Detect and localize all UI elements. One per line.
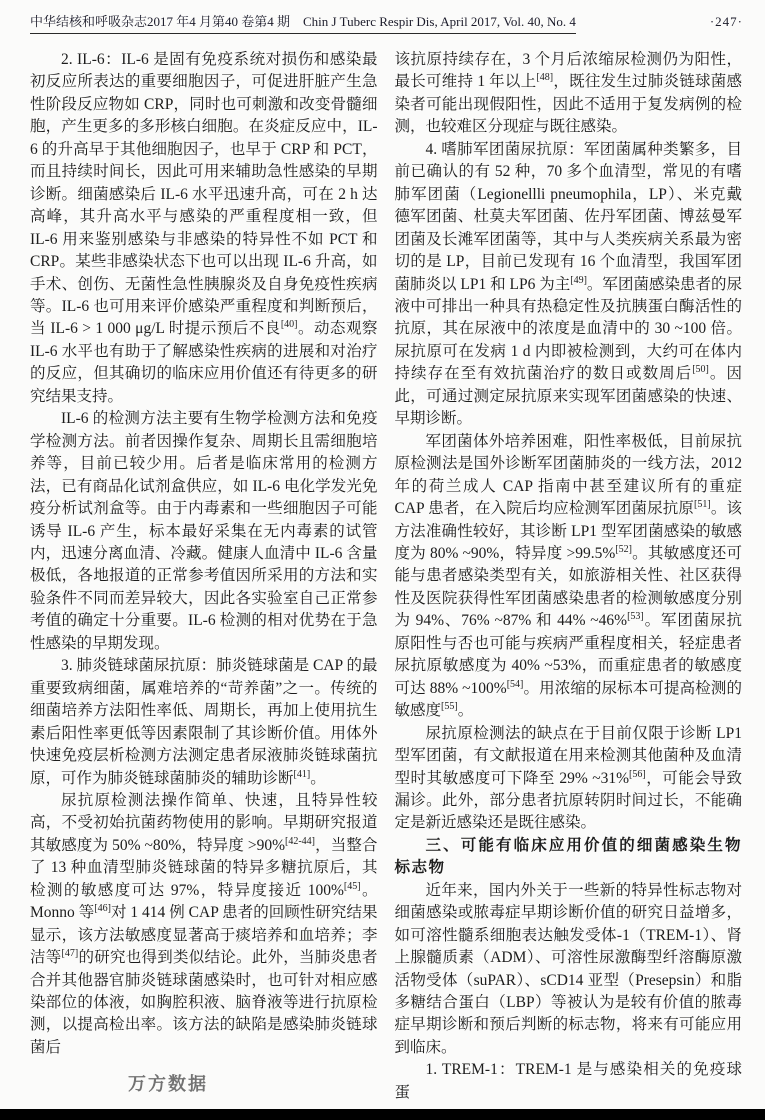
section-heading: 三、可能有临床应用价值的细菌感染生物标志物 [394,836,742,877]
article-body [0,34,765,1104]
body-paragraph: 近年来，国内外关于一些新的特异性标志物对细菌感染或脓毒症早期诊断价值的研究日益增多，如可溶性髓系细胞表达触发受体-1（TREM-1）、肾上腺髓质素（ADM）、可溶性尿激酶型纤溶酶原激活物受体（suPAR）、sCD14 亚型（Presepsin）和脂多糖结合蛋白（LBP）等被认为是较有价值的脓毒症早期诊断和预后判断的标志物，将来有可能应用到临床。 [394,881,742,1056]
body-paragraph: 尿抗原检测法的缺点在于目前仅限于诊断 LP1 型军团菌，有文献报道在用来检测其他菌种及血清型时其敏感度可下降至 29% ~31%[56]，可能会导致漏诊。此外，部分患者抗原转阴时间过长，不能确定是新近感染还是既往感染。 [394,724,742,832]
wanfang-watermark: 万方数据 [128,1074,208,1094]
page-header [0,0,765,34]
body-paragraph: 军团菌体外培养困难，阳性率极低，目前尿抗原检测法是国外诊断军团菌肺炎的一线方法，2012 年的荷兰成人 CAP 指南中甚至建议所有的重症 CAP 患者，在入院后均应检测军团菌尿抗原[51]。该方法准确性较好，其诊断 LP1 型军团菌感染的敏感度为 80% ~90%，特异度 >99.5%[52]。其敏感度还可能与患者感染类型有关，如旅游相关性、社区获得性及医院获得性军团菌感染患者的检测敏感度分别为 94%、76% ~87% 和 44% ~46%[53]。军团菌尿抗原阳性与否也可能与疾病严重程度相关，轻症患者尿抗原敏感度为 40% ~53%，而重症患者的敏感度可达 88% ~100%[54]。用浓缩的尿标本可提高检测的敏感度[55]。 [394,432,742,720]
body-paragraph: IL-6 的检测方法主要有生物学检测方法和免疫学检测方法。前者因操作复杂、周期长且需细胞培养等，目前已较少用。后者是临床常用的检测方法，已有商品化试剂盒供应，如 IL-6 电化学发光免疫分析试剂盒等。由于内毒素和一些细胞因子可能诱导 IL-6 产生，标本最好采集在无内毒素的试管内，迅速分离血清、冷藏。健康人血清中 IL-6 含量极低，各地报道的正常参考值因所采用的方法和实验条件不同而差异较大，因此各实验室自己正常参考值的确定十分重要。IL-6 检测的相对优势在于急性感染的早期发现。 [30,410,378,652]
body-paragraph: 1. TREM-1：TREM-1 是与感染相关的免疫球蛋 [394,1061,742,1101]
left-column [30,49,378,1104]
body-paragraph: 2. IL-6：IL-6 是固有免疫系统对损伤和感染最初反应所表达的重要细胞因子，可促进肝脏产生急性阶段反应物如 CRP，同时也可刺激和改变骨髓细胞，产生更多的多形核白细胞。在炎症反应中，IL-6 的升高早于其他细胞因子，也早于 CRP 和 PCT，而且持续时间长，因此可用来辅助急性感染的早期诊断。细菌感染后 IL-6 水平迅速升高，可在 2 h 达高峰，其升高水平与感染的严重程度相一致，但 IL-6 用来鉴别感染与非感染的特异性不如 PCT 和 CRP。某些非感染状态下也可以出现 IL-6 升高，如手术、创伤、无菌性急性胰腺炎及自身免疫性疾病等。IL-6 也可用来评价感染严重程度和判断预后，当 IL-6 > 1 000 μg/L 时提示预后不良[40]。动态观察 IL-6 水平也有助于了解感染性疾病的进展和对治疗的反应，但其确切的临床应用价值还有待更多的研究结果支持。 [30,51,378,405]
journal-title-line: 中华结核和呼吸杂志2017 年4 月第40 卷第4 期 Chin J Tuberc Respir Dis, April 2017, Vol. 40, No. 4 [30,11,576,34]
body-paragraph: 尿抗原检测法操作简单、快速，且特异性较高，不受初始抗菌药物使用的影响。早期研究报道其敏感度为 50% ~80%，特异度 >90%[42-44]，当整合了 13 种血清型肺炎链球菌的特异多糖抗原后，其检测的敏感度可达 97%，特异度接近 100%[45]。Monno 等[46]对 1 414 例 CAP 患者的回顾性研究结果显示，该方法敏感度显著高于痰培养和血培养；李洁等[47]的研究也得到类似结论。此外，当肺炎患者合并其他器官肺炎链球菌感染时，也可针对相应感染部位的体液，如胸腔积液、脑脊液等进行抗原检测，以提高检出率。该方法的缺陷是感染肺炎链球菌后 [30,791,378,1056]
right-column [395,49,743,1104]
body-paragraph: 3. 肺炎链球菌尿抗原：肺炎链球菌是 CAP 的最重要致病细菌，属难培养的“苛养菌”之一。传统的细菌培养方法阳性率低、周期长，再加上使用抗生素后阳性率更低等因素限制了其诊断价值。用体外快速免疫层析检测方法测定患者尿液肺炎链球菌抗原，可作为肺炎链球菌肺炎的辅助诊断[41]。 [30,657,378,787]
scan-edge-bar [0,1109,765,1120]
body-paragraph: 该抗原持续存在，3 个月后浓缩尿检测仍为阳性，最长可维持 1 年以上[48]，既往发生过肺炎链球菌感染者可能出现假阳性，因此不适用于复发病例的检测，也较难区分现症与既往感染。 [394,51,742,136]
page-number: ·247· [709,14,743,29]
body-paragraph: 4. 嗜肺军团菌尿抗原：军团菌属种类繁多，目前已确认的有 52 种，70 多个血清型，常见的有嗜肺军团菌（Legionellli pneumophila，LP）、米克戴德军团菌、杜莫夫军团菌、佐丹军团菌、博兹曼军团菌及长滩军团菌等，其中与人类疾病关系最为密切的是 LP，目前已发现有 16 个血清型，我国军团菌肺炎以 LP1 和 LP6 为主[49]。军团菌感染患者的尿液中可排出一种具有热稳定性及抗胰蛋白酶活性的抗原，其在尿液中的浓度是血清中的 30 ~100 倍。尿抗原可在发病 1 d 内即被检测到，大约可在体内持续存在至有效抗菌治疗的数日或数周后[50]。因此，可通过测定尿抗原来实现军团菌感染的快速、早期诊断。 [394,140,742,428]
